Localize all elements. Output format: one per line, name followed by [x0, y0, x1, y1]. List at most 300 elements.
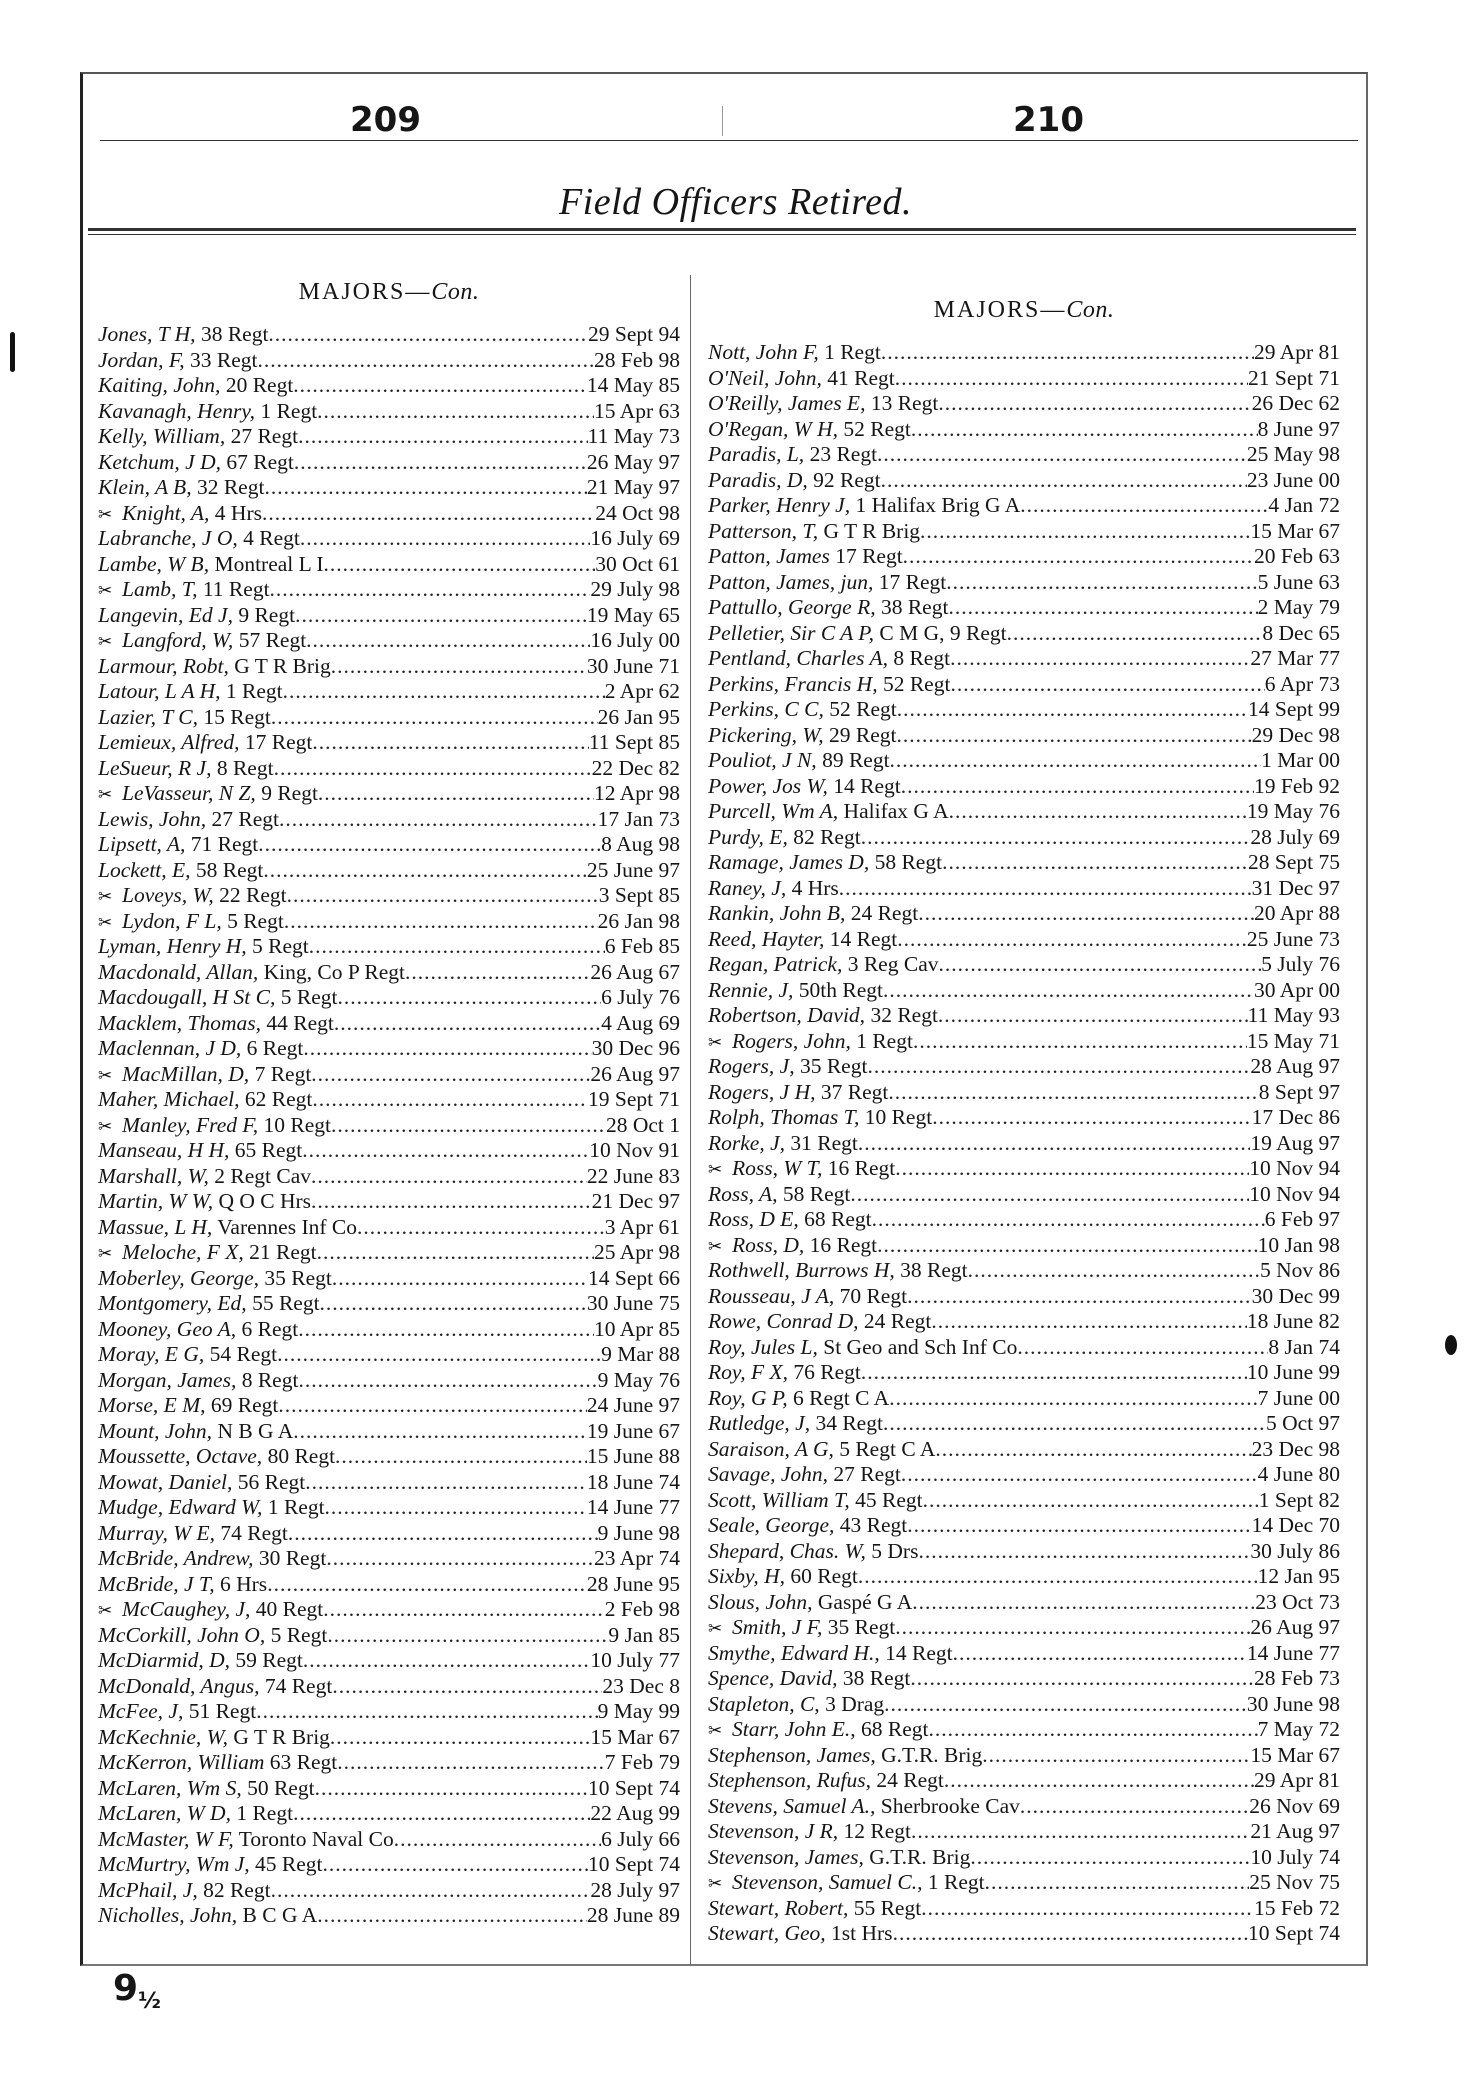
- officer-name: Rennie, J,: [708, 977, 794, 1002]
- header-rule-top: [100, 140, 1358, 141]
- entry-row: [708, 1488, 1340, 1514]
- leader-dots: [950, 646, 1250, 672]
- scissors-icon: ✂: [98, 912, 113, 932]
- entry-row: [98, 1827, 680, 1853]
- leader-dots: [861, 1360, 1247, 1386]
- retirement-date: 10 Nov 94: [1249, 1181, 1340, 1206]
- retirement-date: 28 June 89: [586, 1903, 680, 1927]
- retirement-date: 7 June 00: [1257, 1385, 1340, 1410]
- leader-dots: [317, 1903, 587, 1929]
- unit-name: 1 Regt: [230, 1801, 294, 1825]
- entry-name-unit: [708, 391, 938, 417]
- retirement-date: 7 May 72: [1257, 1717, 1340, 1741]
- unit-name: 10 Regt: [258, 1112, 331, 1137]
- scissors-icon: ✂: [98, 632, 113, 651]
- retirement-date: 6 Feb 97: [1264, 1207, 1340, 1231]
- officer-name: Savage, John,: [708, 1462, 829, 1486]
- leader-dots: [918, 901, 1254, 927]
- leader-dots: [911, 417, 1258, 443]
- entry-row: [98, 883, 680, 909]
- unit-name: 58 Regt: [869, 850, 943, 874]
- entry-row: [98, 1164, 680, 1190]
- entry-name-unit: [98, 603, 295, 629]
- entry-row: [708, 468, 1340, 494]
- unit-name: 55 Regt: [848, 1895, 922, 1920]
- scissors-icon: ✂: [98, 581, 113, 600]
- retirement-date: 10 Sept 74: [588, 1852, 680, 1876]
- retirement-date: 23 Oct 73: [1255, 1589, 1340, 1614]
- leader-dots: [850, 1182, 1249, 1208]
- retirement-date: 15 Mar 67: [1250, 1742, 1340, 1767]
- unit-name: 16 Regt: [804, 1232, 878, 1257]
- leader-dots: [950, 672, 1264, 698]
- entry-row: [98, 1470, 680, 1496]
- entry-row: [708, 366, 1340, 392]
- unit-name: 50 Regt: [241, 1775, 315, 1800]
- retirement-date: 26 Nov 69: [1249, 1793, 1340, 1818]
- leader-dots: [311, 1164, 587, 1190]
- leader-dots: [264, 475, 586, 501]
- officer-name: McDonald, Angus,: [98, 1673, 260, 1698]
- leader-dots: [889, 1386, 1257, 1412]
- entry-name-unit: [98, 1674, 332, 1700]
- entry-name-unit: [98, 1240, 317, 1266]
- leader-dots: [268, 322, 588, 348]
- unit-name: G T R Brig: [227, 1724, 330, 1749]
- entry-name-unit: [708, 1284, 907, 1310]
- unit-name: 56 Regt: [232, 1469, 306, 1494]
- entry-name-unit: [708, 1156, 895, 1182]
- unit-name: 38 Regt: [195, 322, 269, 346]
- leader-dots: [311, 1189, 592, 1215]
- entry-row: [708, 646, 1340, 672]
- unit-name: 5 Regt: [246, 934, 309, 958]
- entry-name-unit: [98, 1138, 302, 1164]
- retirement-date: 14 Sept 99: [1248, 697, 1340, 721]
- leader-dots: [928, 1717, 1257, 1743]
- leader-dots: [895, 1156, 1249, 1182]
- entry-row: [98, 1648, 680, 1674]
- leader-dots: [306, 628, 590, 654]
- entry-name-unit: [708, 621, 1007, 647]
- retirement-date: 4 June 80: [1257, 1462, 1340, 1486]
- officer-name: Smythe, Edward H.,: [708, 1640, 880, 1665]
- entry-row: [98, 1342, 680, 1368]
- officer-name: O'Neil, John,: [708, 365, 822, 390]
- unit-name: 62 Regt: [239, 1087, 313, 1111]
- unit-name: 5 Regt: [221, 908, 284, 933]
- entry-row: [98, 628, 680, 654]
- retirement-date: 30 June 71: [586, 653, 680, 678]
- entry-row: [708, 1845, 1340, 1871]
- officer-name: LeVasseur, N Z,: [122, 781, 256, 805]
- officer-name: Spence, David,: [708, 1666, 838, 1690]
- entry-name-unit: [708, 544, 903, 570]
- leader-dots: [309, 934, 605, 960]
- unit-name: 92 Regt: [807, 467, 881, 492]
- retirement-date: 17 Jan 73: [597, 806, 680, 831]
- leader-dots: [263, 858, 586, 884]
- retirement-date: 23 June 00: [1246, 467, 1340, 492]
- unit-name: 67 Regt: [221, 449, 294, 474]
- officer-name: Loveys, W,: [122, 883, 214, 907]
- entry-name-unit: [708, 1309, 931, 1335]
- officer-name: Ross, A,: [708, 1181, 778, 1206]
- entry-row: [98, 1623, 680, 1649]
- entry-name-unit: [708, 1717, 928, 1743]
- retirement-date: 30 Dec 96: [591, 1036, 680, 1060]
- entry-name-unit: [708, 697, 897, 723]
- leader-dots: [323, 1597, 605, 1623]
- entry-name-unit: [98, 1266, 332, 1292]
- leader-dots: [982, 1743, 1250, 1769]
- unit-name: G T R Brig: [228, 653, 331, 678]
- retirement-date: 19 Aug 97: [1250, 1130, 1340, 1155]
- entry-name-unit: [98, 1291, 320, 1317]
- entry-name-unit: [708, 340, 881, 366]
- unit-name: N B G A: [212, 1418, 294, 1443]
- entry-name-unit: [98, 1648, 303, 1674]
- unit-name: 6 Regt: [241, 1036, 304, 1060]
- unit-name: 89 Regt: [816, 748, 890, 772]
- entry-name-unit: [708, 1921, 893, 1947]
- officer-name: McKechnie, W,: [98, 1724, 228, 1749]
- entry-name-unit: [708, 366, 895, 392]
- leader-dots: [1017, 1335, 1268, 1361]
- unit-name: 52 Regt: [823, 697, 897, 721]
- unit-name: 69 Regt: [205, 1393, 279, 1417]
- unit-name: 35 Regt: [259, 1265, 332, 1290]
- officer-name: Montgomery, Ed,: [98, 1291, 247, 1315]
- leader-dots: [330, 1725, 591, 1751]
- officer-name: Rutledge, J,: [708, 1411, 811, 1435]
- unit-name: G.T.R. Brig: [875, 1742, 983, 1767]
- entry-name-unit: [98, 1878, 271, 1904]
- entry-row: [98, 348, 680, 374]
- retirement-date: 10 Sept 74: [588, 1775, 680, 1800]
- retirement-date: 26 Jan 95: [597, 704, 680, 729]
- leader-dots: [888, 1080, 1258, 1106]
- entry-row: [98, 1317, 680, 1343]
- leader-dots: [256, 1699, 597, 1725]
- entry-name-unit: [98, 781, 318, 807]
- retirement-date: 11 May 93: [1247, 1003, 1340, 1027]
- leader-dots: [932, 1105, 1251, 1131]
- entry-row: [708, 799, 1340, 825]
- retirement-date: 23 Dec 98: [1251, 1436, 1340, 1461]
- leader-dots: [861, 825, 1251, 851]
- unit-name: 45 Regt: [249, 1852, 323, 1876]
- entry-name-unit: [98, 1062, 311, 1088]
- leader-dots: [258, 832, 601, 858]
- entry-row: [98, 960, 680, 986]
- entry-name-unit: [708, 978, 883, 1004]
- entry-row: [98, 501, 680, 527]
- unit-name: 65 Regt: [229, 1138, 303, 1162]
- unit-name: 35 Regt: [822, 1615, 896, 1639]
- officer-name: Ross, D E,: [708, 1207, 799, 1231]
- entry-row: [98, 1495, 680, 1521]
- entry-name-unit: [708, 1896, 921, 1922]
- entry-name-unit: [708, 1564, 858, 1590]
- entry-name-unit: [708, 1258, 968, 1284]
- retirement-date: 26 Jan 98: [597, 908, 680, 933]
- leader-dots: [288, 1521, 598, 1547]
- officer-name: Rowe, Conrad D,: [708, 1309, 859, 1333]
- scissors-icon: ✂: [708, 1721, 723, 1740]
- leader-dots: [335, 1444, 587, 1470]
- retirement-date: 25 Nov 75: [1249, 1870, 1340, 1894]
- entry-name-unit: [98, 1113, 331, 1139]
- entry-name-unit: [98, 1087, 312, 1113]
- retirement-date: 26 Aug 97: [590, 1061, 680, 1086]
- unit-name: Halifax G A: [838, 799, 949, 823]
- entry-row: [708, 1794, 1340, 1820]
- retirement-date: 28 June 95: [586, 1571, 680, 1596]
- entry-row: [708, 1462, 1340, 1488]
- header-rule-thin: [88, 234, 1356, 235]
- unit-name: 6 Hrs: [214, 1571, 268, 1596]
- entry-name-unit: [708, 468, 881, 494]
- leader-dots: [315, 1776, 588, 1802]
- retirement-date: 15 Apr 63: [594, 398, 680, 423]
- officer-name: Rousseau, J A,: [708, 1283, 835, 1308]
- leader-dots: [1020, 1794, 1249, 1820]
- retirement-date: 5 June 63: [1257, 569, 1340, 594]
- entry-name-unit: [708, 1666, 910, 1692]
- entry-row: [98, 1750, 680, 1776]
- leader-dots: [881, 468, 1247, 494]
- officer-name: Marshall, W,: [98, 1163, 209, 1188]
- officer-name: Seale, George,: [708, 1513, 835, 1537]
- entry-name-unit: [98, 934, 309, 960]
- entry-row: [708, 544, 1340, 570]
- unit-name: 11 Regt: [197, 577, 270, 601]
- entry-name-unit: [708, 927, 897, 953]
- retirement-date: 26 Aug 97: [1250, 1615, 1340, 1639]
- entry-name-unit: [708, 1488, 923, 1514]
- unit-name: 52 Regt: [838, 416, 911, 441]
- officer-name: Purcell, Wm A,: [708, 799, 839, 823]
- entry-name-unit: [708, 774, 901, 800]
- unit-name: 71 Regt: [185, 832, 259, 856]
- officer-name: Stapleton, C,: [708, 1691, 820, 1716]
- retirement-date: 15 May 71: [1246, 1028, 1340, 1053]
- entry-name-unit: [98, 1419, 293, 1445]
- entry-row: [708, 850, 1340, 876]
- retirement-date: 15 Feb 72: [1254, 1895, 1340, 1920]
- scissors-icon: ✂: [98, 1244, 113, 1263]
- unit-name: 7 Regt: [249, 1061, 312, 1086]
- entry-row: [708, 1360, 1340, 1386]
- entry-row: [98, 705, 680, 731]
- entry-row: [98, 909, 680, 935]
- officer-name: Kaiting, John,: [98, 373, 221, 397]
- entry-name-unit: [708, 1080, 888, 1106]
- unit-name: B C G A: [237, 1903, 318, 1927]
- officer-name: Klein, A B,: [98, 475, 192, 499]
- retirement-date: 3 Sept 85: [598, 883, 680, 907]
- leader-dots: [897, 927, 1247, 953]
- retirement-date: 12 Jan 95: [1257, 1564, 1340, 1588]
- unit-name: 1 Regt: [818, 340, 881, 364]
- entry-name-unit: [98, 1011, 334, 1037]
- entry-name-unit: [708, 1182, 850, 1208]
- scissors-icon: ✂: [708, 1160, 723, 1179]
- entry-row: [708, 621, 1340, 647]
- retirement-date: 29 July 98: [590, 577, 680, 601]
- leader-dots: [298, 424, 588, 450]
- officer-name: Stephenson, James,: [708, 1742, 876, 1767]
- officer-name: Paradis, L,: [708, 442, 805, 466]
- officer-name: Ketchum, J D,: [98, 449, 221, 474]
- entry-name-unit: [98, 654, 331, 680]
- entry-row: [98, 526, 680, 552]
- retirement-date: 21 Sept 71: [1248, 365, 1340, 390]
- leader-dots: [953, 1641, 1247, 1667]
- unit-name: 4 Hrs: [786, 875, 839, 900]
- leader-dots: [394, 1827, 601, 1853]
- entry-name-unit: [708, 1105, 932, 1131]
- entry-name-unit: [708, 1207, 872, 1233]
- entry-name-unit: [708, 901, 918, 927]
- leader-dots: [913, 1029, 1247, 1055]
- leader-dots: [274, 756, 592, 782]
- entry-name-unit: [98, 756, 274, 782]
- retirement-date: 1 Sept 82: [1258, 1487, 1340, 1512]
- entry-row: [98, 1852, 680, 1878]
- officer-name: McBride, J T,: [98, 1571, 215, 1596]
- leader-dots: [284, 909, 598, 935]
- officer-name: Stevens, Samuel A.,: [708, 1793, 876, 1818]
- margin-blot: [1445, 1335, 1457, 1355]
- leader-dots: [325, 1495, 587, 1521]
- entry-row: [98, 1903, 680, 1929]
- entry-name-unit: [98, 1903, 317, 1929]
- unit-name: 70 Regt: [834, 1283, 908, 1308]
- entry-name-unit: [98, 1495, 325, 1521]
- entry-name-unit: [708, 1615, 895, 1641]
- unit-name: 68 Regt: [855, 1717, 929, 1741]
- leader-dots: [877, 442, 1247, 468]
- retirement-date: 3 Apr 61: [604, 1214, 680, 1239]
- leader-dots: [911, 1819, 1250, 1845]
- retirement-date: 29 Apr 81: [1254, 340, 1340, 364]
- officer-name: Mudge, Edward W,: [98, 1495, 263, 1519]
- officer-name: Lipsett, A,: [98, 832, 186, 856]
- retirement-date: 2 Apr 62: [604, 679, 680, 703]
- entry-row: [98, 1087, 680, 1113]
- unit-name: 40 Regt: [250, 1597, 324, 1621]
- officer-name: Moberley, George,: [98, 1265, 259, 1290]
- retirement-date: 28 Aug 97: [1250, 1054, 1340, 1078]
- officer-name: Perkins, C C,: [708, 697, 824, 721]
- retirement-date: 26 Aug 67: [590, 959, 680, 984]
- retirement-date: 24 June 97: [586, 1393, 680, 1417]
- entry-name-unit: [708, 1003, 938, 1029]
- leader-dots: [883, 978, 1254, 1004]
- entry-row: [708, 1105, 1340, 1131]
- entry-row: [708, 1692, 1340, 1718]
- unit-name: 14 Regt: [827, 773, 901, 798]
- unit-name: 5 Regt: [275, 985, 338, 1009]
- retirement-date: 23 Dec 8: [602, 1673, 680, 1698]
- officer-name: Lazier, T C,: [98, 704, 198, 729]
- leader-dots: [312, 730, 588, 756]
- officer-name: McMurtry, Wm J,: [98, 1852, 250, 1876]
- unit-name: 74 Regt: [215, 1520, 288, 1545]
- entry-name-unit: [98, 1801, 293, 1827]
- retirement-date: 31 Dec 97: [1251, 875, 1340, 900]
- entry-row: [98, 450, 680, 476]
- officer-name: Manseau, H H,: [98, 1138, 230, 1162]
- entry-row: [708, 748, 1340, 774]
- officer-name: McCaughey, J,: [122, 1597, 251, 1621]
- unit-name: Toronto Naval Co: [233, 1826, 394, 1851]
- retirement-date: 9 May 99: [597, 1699, 680, 1723]
- retirement-date: 10 Sept 74: [1248, 1921, 1340, 1945]
- unit-name: Sherbrooke Cav: [875, 1793, 1020, 1818]
- leader-dots: [858, 1564, 1258, 1590]
- leader-dots: [907, 1284, 1252, 1310]
- leader-dots: [271, 1878, 591, 1904]
- leader-dots: [985, 1870, 1250, 1896]
- unit-name: 4 Hrs: [209, 500, 262, 525]
- officer-name: McPhail, J,: [98, 1877, 198, 1902]
- entry-row: [98, 1572, 680, 1598]
- officer-name: Rogers, J H,: [708, 1079, 816, 1104]
- entry-row: [708, 978, 1340, 1004]
- unit-name: 54 Regt: [204, 1342, 278, 1366]
- entry-name-unit: [708, 850, 942, 876]
- entry-name-unit: [708, 1360, 861, 1386]
- leader-dots: [283, 679, 605, 705]
- entry-row: [98, 1266, 680, 1292]
- officer-name: Patton, James, jun,: [708, 569, 874, 594]
- entry-row: [708, 1054, 1340, 1080]
- leader-dots: [858, 1131, 1251, 1157]
- retirement-date: 28 Feb 98: [594, 347, 680, 372]
- leader-dots: [918, 1539, 1250, 1565]
- officer-name: McCorkill, John O,: [98, 1622, 266, 1647]
- leader-dots: [923, 1488, 1259, 1514]
- entry-name-unit: [708, 825, 861, 851]
- officer-name: Stevenson, Samuel C.,: [732, 1870, 923, 1894]
- unit-name: 3 Drag: [819, 1691, 885, 1716]
- entry-name-unit: [708, 1437, 935, 1463]
- unit-name: 1 Regt: [850, 1028, 913, 1053]
- officer-name: Starr, John E.,: [732, 1717, 856, 1741]
- officer-name: Paradis, D,: [708, 467, 808, 492]
- unit-name: G.T.R. Brig: [863, 1844, 971, 1869]
- leader-dots: [1020, 493, 1268, 519]
- leader-dots: [318, 781, 594, 807]
- unit-name: 59 Regt: [229, 1648, 303, 1672]
- leader-dots: [303, 1648, 591, 1674]
- unit-name: 5 Drs: [865, 1538, 919, 1563]
- entry-name-unit: [98, 1521, 288, 1547]
- officer-name: Roy, F X,: [708, 1360, 789, 1384]
- entry-row: [98, 373, 680, 399]
- entry-name-unit: [708, 442, 877, 468]
- unit-name: 13 Regt: [865, 391, 939, 415]
- officer-name: Kavanagh, Henry,: [98, 398, 256, 423]
- entry-name-unit: [98, 348, 257, 374]
- entry-name-unit: [98, 1444, 335, 1470]
- entry-row: [98, 1291, 680, 1317]
- unit-name: 2 Regt Cav: [208, 1163, 312, 1188]
- entry-name-unit: [708, 493, 1020, 519]
